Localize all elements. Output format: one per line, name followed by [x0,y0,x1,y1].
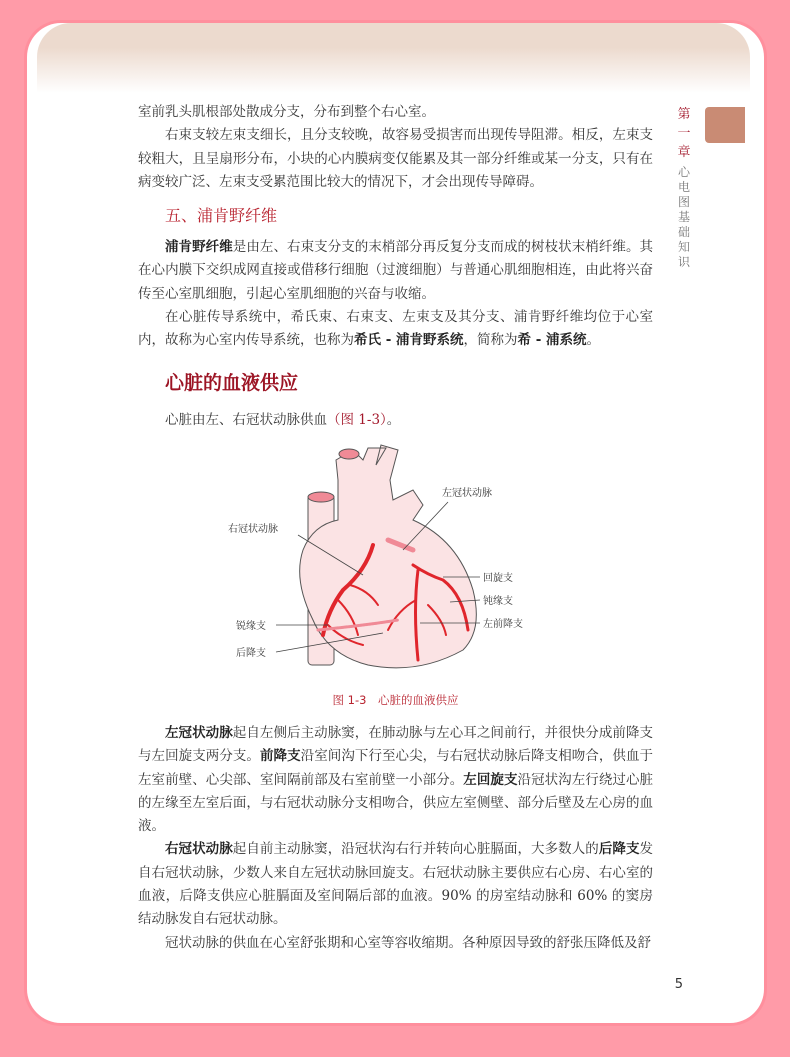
label-obtuse-marginal: 钝缘支 [483,595,513,607]
chapter-title-char: 图 [677,195,690,209]
page-number: 5 [674,976,683,992]
label-left-coronary: 左冠状动脉 [442,487,492,499]
chapter-title-char: 础 [677,225,690,239]
label-acute-marginal: 锐缘支 [236,620,266,632]
text: 。 [386,411,401,428]
chapter-title-char: 基 [677,210,690,224]
bold-term: 前降支 [260,748,301,765]
text: 沿室间沟下行至心尖，与右冠状动脉后降支相吻合，供血于左室前壁、心尖部、室间隔前部及右室前壁一小部分。 [138,748,654,788]
chapter-title [675,165,693,270]
paragraph [138,722,653,838]
heart-drawing [300,445,477,668]
paragraph [138,236,653,306]
chapter-char: 第 [677,107,691,122]
section-heading: 五、浦肯野纤维 [165,206,278,226]
heart-body [300,445,477,668]
page-content [138,23,683,1023]
paragraph: 右束支较左束支细长，且分支较晚，故容易受损害而出现传导阻滞。相反，左束支较粗大，且呈扇形分布，小块的心内膜病变仅能累及其一部分纤维或某一分支，只有在病变较广泛、左束支受累范围比较大的情况下，才会出现传导障碍。 [138,127,653,190]
paragraph [138,306,653,353]
text-block-coronary [138,722,653,955]
vena-cava-opening [308,492,334,502]
bold-term: 希 - 浦系统 [517,332,587,349]
chapter-title-char: 识 [677,255,690,269]
text: 在心脏传导系统中，希氏束、右束支、左束支及其分支、浦肯野纤维均位于心室内，故称为心室内传导系统，也称为 [138,309,653,349]
text-block-top [138,101,653,194]
chapter-number [675,105,693,162]
text-block-purkinje [138,236,653,352]
chapter-title-char: 心 [677,165,690,179]
label-circumflex: 回旋支 [483,572,513,584]
chapter-char: 章 [677,145,691,160]
aorta-opening [339,449,359,459]
chapter-title-char: 电 [677,180,690,194]
chapter-char: 一 [677,126,691,141]
bold-term: 左回旋支 [463,771,518,788]
paragraph: 室前乳头肌根部处散成分支，分布到整个右心室。 [138,104,435,120]
paragraph [138,838,653,931]
text: 起自左侧后主动脉窦，在肺动脉与左心耳之间前行，并很快分成前降支与左回旋支两分支。 [138,724,654,765]
paragraph: 冠状动脉的供血在心室舒张期和心室等容收缩期。各种原因导致的舒张压降低及舒 [165,934,651,951]
intro-text [138,409,653,432]
chapter-tab [705,107,745,143]
text: 心脏由左、右冠状动脉供血 [165,411,327,428]
bold-term: 后降支 [598,841,640,858]
heart-illustration [218,440,558,690]
figure-reference: （图 1-3） [327,411,387,428]
bold-term: 右冠状动脉 [165,841,233,858]
paragraph [138,409,653,432]
text: 起自前主动脉窦，沿冠状沟右行并转向心脏膈面，大多数人的 [232,841,599,858]
chapter-section-heading: 心脏的血液供应 [165,371,299,394]
text: 是由左、右束支分支的末梢部分再反复分支而成的树枝状末梢纤维。其在心内膜下交织成网直接或借移行细胞（过渡细胞）与普通心肌细胞相连，由此将兴奋传至心室肌细胞，引起心室肌细胞的兴奋与收缩。 [138,239,654,302]
bold-term: 左冠状动脉 [165,724,233,741]
bold-term: 希氏 - 浦肯野系统 [354,332,464,349]
label-right-coronary: 右冠状动脉 [228,523,278,535]
text: ，简称为 [463,332,518,349]
label-posterior-descending: 后降支 [236,647,266,659]
label-lad: 左前降支 [483,618,523,630]
book-page [27,23,764,1023]
text: 发自右冠状动脉，少数人来自左冠状动脉回旋支。右冠状动脉主要供应右心房、右心室的血液，后降支供应心脏膈面及室间隔后部的血液。90% 的房室结动脉和 60% 的窦房结动脉发自右冠状动脉。 [138,841,654,928]
text: 沿冠状沟左行绕过心脏的左缘至左室后面，与右冠状动脉分支相吻合，供应左室侧壁、部分后壁及左心房的血液。 [138,771,654,835]
figure [138,440,653,708]
bold-term: 浦肯野纤维 [165,239,233,256]
chapter-title-char: 知 [677,240,690,254]
text: 。 [586,332,601,349]
figure-caption: 图 1-3 心脏的血液供应 [332,692,459,707]
